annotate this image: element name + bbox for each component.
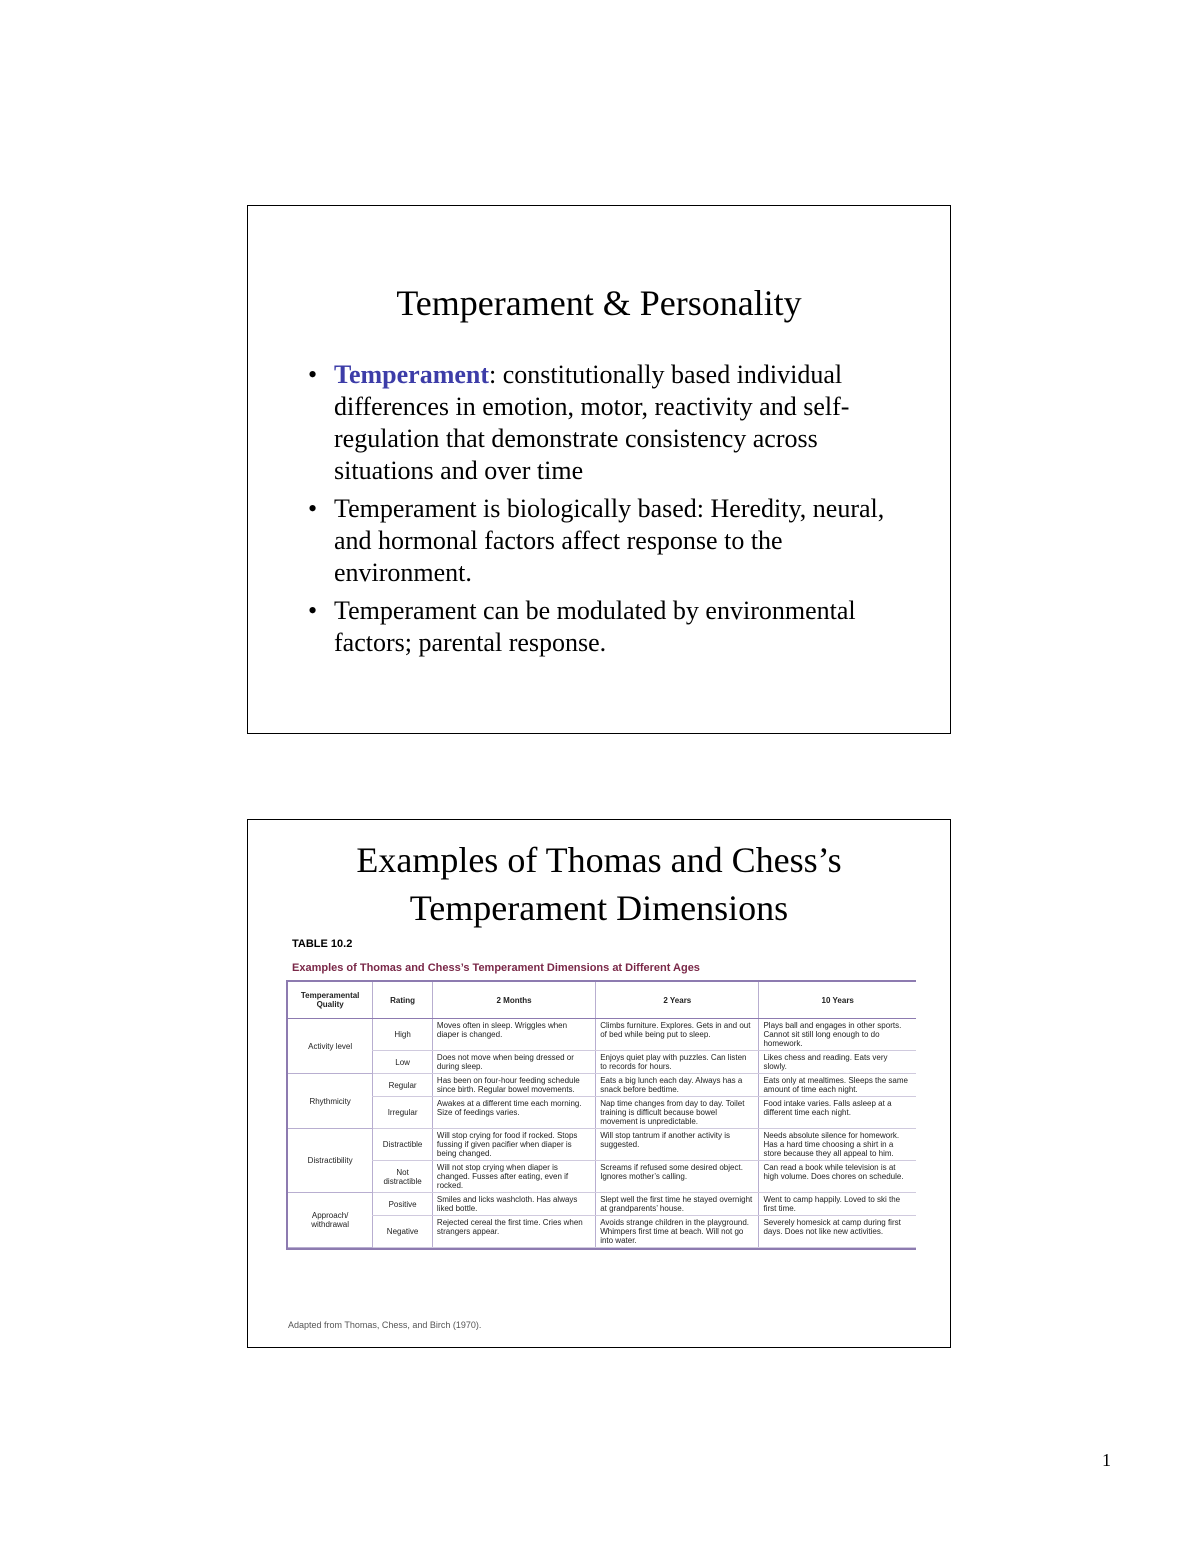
rating-cell: Not distractible — [373, 1161, 433, 1193]
bullet-text: Temperament is biologically based: Heredity, neural, and hormonal factors affect response to the environment. — [334, 494, 885, 587]
table-cell: Eats only at mealtimes. Sleeps the same amount of time each night. — [759, 1074, 916, 1097]
table-row — [288, 1051, 916, 1074]
table-cell: Will not stop crying when diaper is changed. Fusses after eating, even if rocked. — [432, 1161, 595, 1193]
quality-cell: Activity level — [288, 1019, 373, 1074]
table-row — [288, 1074, 916, 1097]
rating-cell: High — [373, 1019, 433, 1051]
table-cell: Will stop crying for food if rocked. Stops fussing if given pacifier when diaper is being changed. — [432, 1129, 595, 1161]
bullet-icon: • — [308, 596, 318, 625]
table-cell: Plays ball and engages in other sports. Cannot sit still long enough to do homework. — [759, 1019, 916, 1051]
rating-cell: Regular — [373, 1074, 433, 1097]
temperament-table — [286, 980, 916, 1250]
rating-cell: Distractible — [373, 1129, 433, 1161]
table-cell: Likes chess and reading. Eats very slowly. — [759, 1051, 916, 1074]
table-cell: Nap time changes from day to day. Toilet training is difficult because bowel movement is unpredictable. — [596, 1097, 759, 1129]
slide-2 — [247, 819, 951, 1348]
header-rating: Rating — [373, 982, 433, 1019]
rating-cell: Negative — [373, 1216, 433, 1248]
table-cell: Smiles and licks washcloth. Has always liked bottle. — [432, 1193, 595, 1216]
table-cell: Rejected cereal the first time. Cries when strangers appear. — [432, 1216, 595, 1248]
table-cell: Avoids strange children in the playground. Whimpers first time at beach. Will not go into water. — [596, 1216, 759, 1248]
bullet-icon: • — [308, 494, 318, 523]
slide-1 — [247, 205, 951, 734]
table-cell: Eats a big lunch each day. Always has a snack before bedtime. — [596, 1074, 759, 1097]
table-cell: Food intake varies. Falls asleep at a different time each night. — [759, 1097, 916, 1129]
table-header-row — [288, 982, 916, 1019]
slide-2-title — [248, 836, 950, 932]
rating-cell: Irregular — [373, 1097, 433, 1129]
slide-1-title: Temperament & Personality — [396, 283, 802, 323]
bullet-text: : constitutionally based individual differences in emotion, motor, reactivity and self-regulation that demonstrate consistency across situations and over time — [334, 360, 850, 485]
table-cell: Screams if refused some desired object. Ignores mother’s calling. — [596, 1161, 759, 1193]
rating-cell: Positive — [373, 1193, 433, 1216]
table-label: TABLE 10.2 — [292, 938, 353, 950]
table-cell: Went to camp happily. Loved to ski the first time. — [759, 1193, 916, 1216]
table-row — [288, 1193, 916, 1216]
table-cell: Can read a book while television is at high volume. Does chores on schedule. — [759, 1161, 916, 1193]
bullet-icon: • — [308, 360, 318, 389]
bullet-item — [308, 595, 908, 659]
header-2-years: 2 Years — [596, 982, 759, 1019]
quality-cell: Distractibility — [288, 1129, 373, 1193]
table-cell: Has been on four-hour feeding schedule since birth. Regular bowel movements. — [432, 1074, 595, 1097]
table-caption: Examples of Thomas and Chess’s Temperament Dimensions at Different Ages — [292, 962, 700, 974]
table-row — [288, 1216, 916, 1248]
bullet-list — [308, 359, 908, 665]
bullet-item — [308, 493, 908, 589]
page-number: 1 — [1102, 1450, 1111, 1470]
quality-cell: Approach/ withdrawal — [288, 1193, 373, 1248]
table-cell: Will stop tantrum if another activity is suggested. — [596, 1129, 759, 1161]
table-cell: Awakes at a different time each morning. Size of feedings varies. — [432, 1097, 595, 1129]
table-cell: Does not move when being dressed or during sleep. — [432, 1051, 595, 1074]
table-cell: Moves often in sleep. Wriggles when diaper is changed. — [432, 1019, 595, 1051]
table-row — [288, 1019, 916, 1051]
table-cell: Climbs furniture. Explores. Gets in and out of bed while being put to sleep. — [596, 1019, 759, 1051]
table-row — [288, 1097, 916, 1129]
header-10-years: 10 Years — [759, 982, 916, 1019]
table-cell: Slept well the first time he stayed overnight at grandparents’ house. — [596, 1193, 759, 1216]
header-quality: Temperamental Quality — [288, 982, 373, 1019]
bullet-text: Temperament can be modulated by environmental factors; parental response. — [334, 596, 856, 657]
slide-2-title-line1: Examples of Thomas and Chess’s — [356, 840, 842, 880]
slide-2-title-line2: Temperament Dimensions — [409, 888, 789, 928]
table-cell: Enjoys quiet play with puzzles. Can listen to records for hours. — [596, 1051, 759, 1074]
bullet-item — [308, 359, 908, 487]
table-row — [288, 1129, 916, 1161]
table-cell: Severely homesick at camp during first days. Does not like new activities. — [759, 1216, 916, 1248]
term-highlight: Temperament — [334, 360, 490, 389]
rating-cell: Low — [373, 1051, 433, 1074]
table-source: Adapted from Thomas, Chess, and Birch (1970). — [288, 1320, 482, 1330]
table-cell: Needs absolute silence for homework. Has a hard time choosing a shirt in a store because they all appeal to him. — [759, 1129, 916, 1161]
header-2-months: 2 Months — [432, 982, 595, 1019]
table-row — [288, 1161, 916, 1193]
quality-cell: Rhythmicity — [288, 1074, 373, 1129]
